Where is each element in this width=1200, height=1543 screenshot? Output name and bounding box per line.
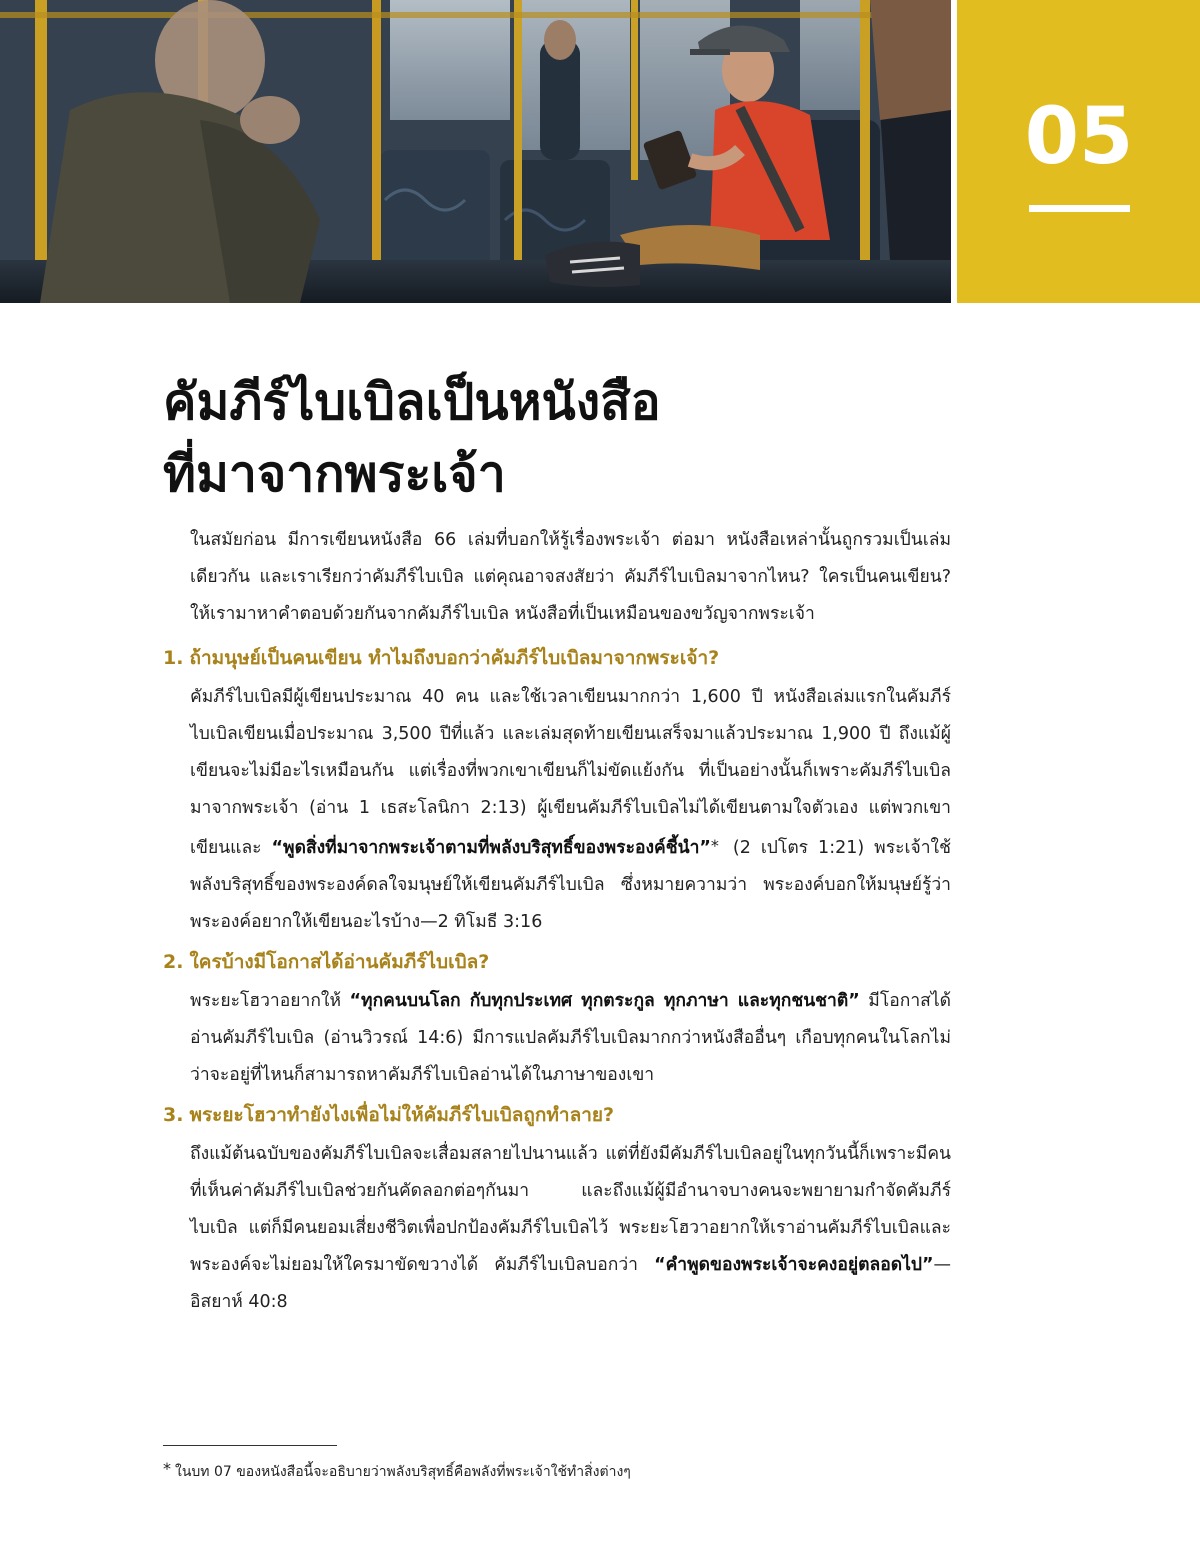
footnote-divider (163, 1445, 337, 1446)
footnote-ref-marker[interactable]: * (710, 836, 719, 855)
section-3-number: 3. (163, 1104, 184, 1126)
article-body (163, 522, 951, 1321)
section-2-quote: “ทุกคนบนโลก กับทุกประเทศ ทุกตระกูล ทุกภาษา และทุกชนชาติ” (349, 991, 860, 1011)
hero-photo (0, 0, 951, 303)
footnote (163, 1458, 963, 1483)
intro-paragraph: ในสมัยก่อน มีการเขียนหนังสือ 66 เล่มที่บอกให้รู้เรื่องพระเจ้า ต่อมา หนังสือเหล่านั้นถูกรวมเป็นเล่มเดียวกัน และเราเรียกว่าคัมภีร์ไบเบิล แต่คุณอาจสงสัยว่า คัมภีร์ไบเบิลมาจากไหน? ใครเป็นคนเขียน? ให้เรามาหาคำตอบด้วยกันจากคัมภีร์ไบเบิล หนังสือที่เป็นเหมือนของขวัญจากพระเจ้า (190, 530, 951, 624)
section-1-quote: “พูดสิ่งที่มาจากพระเจ้าตามที่พลังบริสุทธิ์ของพระองค์ชี้นำ” (271, 838, 711, 858)
section-1-question-text: ถ้ามนุษย์เป็นคนเขียน ทำไมถึงบอกว่าคัมภีร์ไบเบิลมาจากพระเจ้า? (189, 647, 720, 669)
section-1-text-a: คัมภีร์ไบเบิลมีผู้เขียนประมาณ 40 คน และใช้เวลาเขียนมากกว่า 1,600 ปี หนังสือเล่มแรกในคัมภีร์ไบเบิลเขียนเมื่อประมาณ 3,500 ปีที่แล้ว และเล่มสุดท้ายเขียนเสร็จมาแล้วประมาณ 1,900 ปี ถึงแม้ผู้เขียนจะไม่มีอะไรเหมือนกัน แต่เรื่องที่พวกเขาเขียนก็ไม่ขัดแย้งกัน ที่เป็นอย่างนั้นก็เพราะคัมภีร์ไบเบิลมาจากพระเจ้า (อ่าน 1 เธสะโลนิกา 2:13) ผู้เขียนคัมภีร์ไบเบิลไม่ได้เขียนตามใจตัวเอง แต่พวกเขาเขียนและ (190, 687, 951, 858)
section-1-paragraph (163, 679, 951, 941)
footnote-text: ในบท 07 ของหนังสือนี้จะอธิบายว่าพลังบริสุทธิ์คือพลังที่พระเจ้าใช้ทำสิ่งต่างๆ (175, 1464, 631, 1480)
section-3-text-a: ถึงแม้ต้นฉบับของคัมภีร์ไบเบิลจะเสื่อมสลายไปนานแล้ว แต่ที่ยังมีคัมภีร์ไบเบิลอยู่ในทุกวันนี้ก็เพราะมีคนที่เห็นค่าคัมภีร์ไบเบิลช่วยกันคัดลอกต่อๆกันมา และถึงแม้ผู้มีอำนาจบางคนจะพยายามกำจัดคัมภีร์ไบเบิล แต่ก็มีคนยอมเสี่ยงชีวิตเพื่อปกป้องคัมภีร์ไบเบิลไว้ พระยะโฮวาอยากให้เราอ่านคัมภีร์ไบเบิลและพระองค์จะไม่ยอมให้ใครมาขัดขวางได้ คัมภีร์ไบเบิลบอกว่า (190, 1144, 951, 1275)
section-2-question-text: ใครบ้างมีโอกาสได้อ่านคัมภีร์ไบเบิล? (189, 951, 490, 973)
section-1-number: 1. (163, 647, 184, 669)
section-2-paragraph (163, 983, 951, 1094)
section-2-question (163, 944, 951, 981)
section-3-question (163, 1097, 951, 1134)
chapter-number: 05 (1024, 92, 1134, 182)
section-2-text-b: มีโอกาสได้อ่านคัมภีร์ไบเบิล (อ่านวิวรณ์ 14:6) มีการแปลคัมภีร์ไบเบิลมากกว่าหนังสืออื่นๆ เกือบทุกคนในโลกไม่ว่าจะอยู่ที่ไหนก็สามารถหาคัมภีร์ไบเบิลอ่านได้ในภาษาของเขา (190, 991, 951, 1085)
section-3-quote: “คำพูดของพระเจ้าจะคงอยู่ตลอดไป” (654, 1255, 934, 1275)
section-1-question (163, 640, 951, 677)
section-3 (163, 1097, 951, 1321)
chapter-underline (1029, 205, 1130, 212)
section-1 (163, 640, 951, 941)
section-2-number: 2. (163, 951, 184, 973)
section-2-text-a: พระยะโฮวาอยากให้ (190, 991, 350, 1011)
section-1-text-b: (2 เปโตร 1:21) พระเจ้าใช้พลังบริสุทธิ์ของพระองค์ดลใจมนุษย์ให้เขียนคัมภีร์ไบเบิล ซึ่งหมายความว่า พระองค์บอกให้มนุษย์รู้ว่าพระองค์อยากให้เขียนอะไรบ้าง—2 ทิโมธี 3:16 (190, 838, 951, 932)
section-2 (163, 944, 951, 1094)
bus-scene-illustration (0, 0, 951, 303)
title-line-2: ที่มาจากพระเจ้า (163, 445, 506, 503)
section-3-text-b: —อิสยาห์ 40:8 (190, 1255, 951, 1312)
section-3-paragraph (163, 1136, 951, 1321)
section-3-question-text: พระยะโฮวาทำยังไงเพื่อไม่ให้คัมภีร์ไบเบิลถูกทำลาย? (189, 1104, 615, 1126)
footnote-marker: * (163, 1459, 171, 1478)
title-line-1: คัมภีร์ไบเบิลเป็นหนังสือ (163, 373, 661, 431)
page-title (163, 366, 963, 510)
